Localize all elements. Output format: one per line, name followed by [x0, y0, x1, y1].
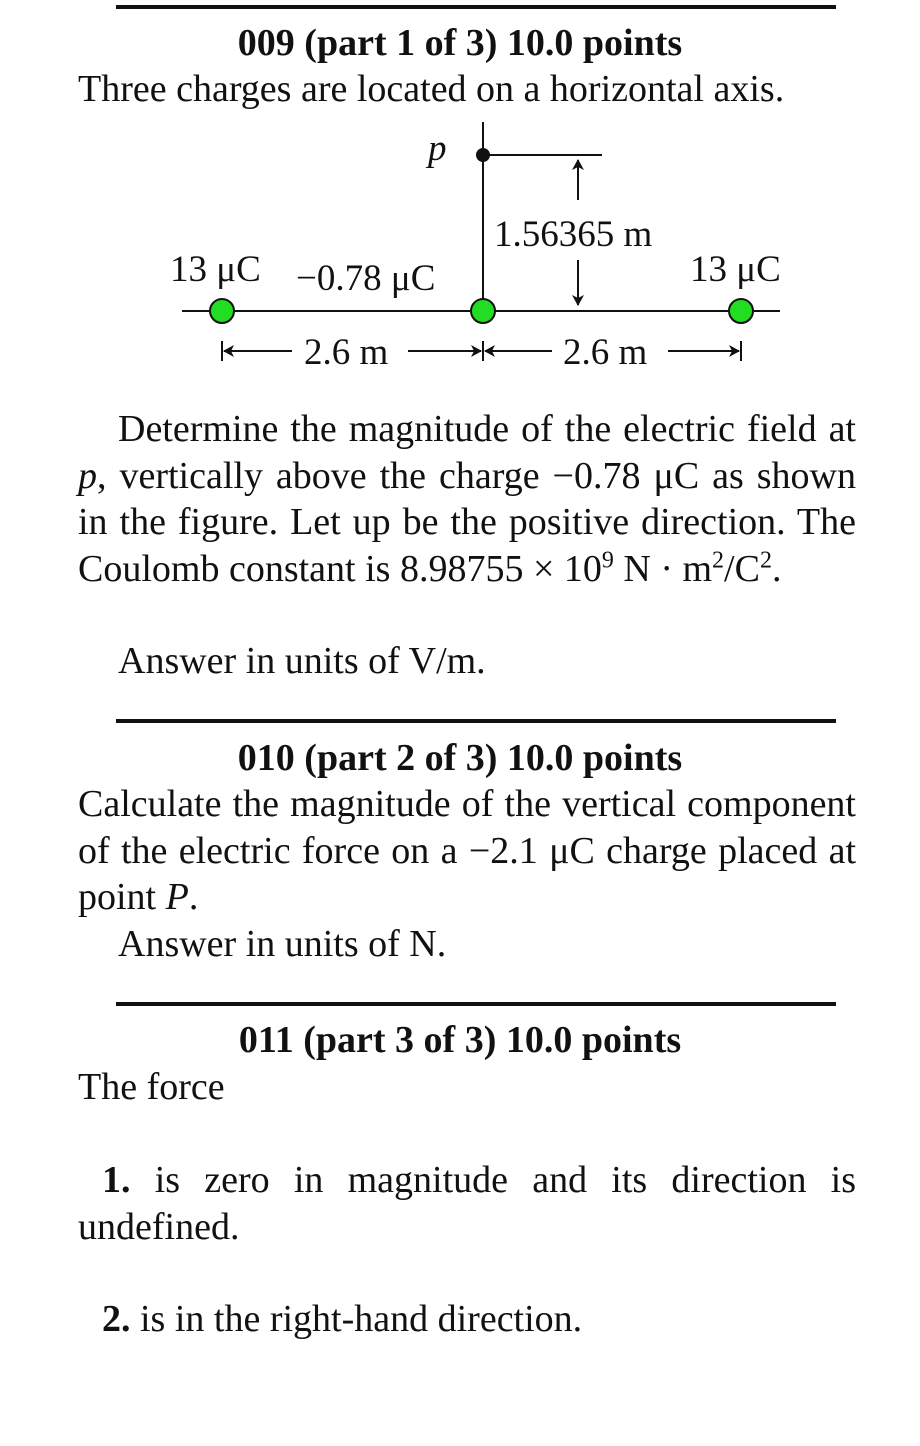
- problem-011-intro: The force: [78, 1066, 225, 1108]
- distance-left-label: 2.6 m: [304, 332, 389, 373]
- distance-right-label: 2.6 m: [563, 332, 648, 373]
- charge-left-label: 13 μC: [170, 249, 261, 290]
- choice-1-text: is zero in magnitude and its direction is undefined.: [78, 1159, 856, 1248]
- height-label: 1.56365 m: [494, 214, 653, 255]
- problem-010-heading: 010 (part 2 of 3) 10.0 points: [237, 737, 683, 779]
- problem-009-answer-units: Answer in units of V/m.: [118, 640, 486, 682]
- top-rule: [116, 5, 836, 9]
- charge-middle-label: −0.78 μC: [296, 258, 436, 299]
- problem-011-heading: 011 (part 3 of 3) 10.0 points: [238, 1019, 682, 1061]
- choice-1[interactable]: [78, 1157, 856, 1250]
- charge-diagram: [0, 110, 920, 380]
- charge-middle: [471, 299, 495, 323]
- problem-009-question: Determine the magnitude of the electric field at p, vertically above the charge −0.78 μC as shown in the figure. Let up be the positive direction. The Coulomb constant is $8.98755 \times 10^9$ $N \cdot m^2/C^2$.: [78, 408, 856, 590]
- choice-1-number: 1.: [102, 1159, 131, 1201]
- problem-009-heading: 009 (part 1 of 3) 10.0 points: [237, 22, 683, 64]
- problem-010-question: Calculate the magnitude of the vertical component of the electric force on a −2.1 μC charge placed at point P.: [78, 783, 856, 918]
- choice-2[interactable]: [78, 1296, 856, 1343]
- charge-right-label: 13 μC: [690, 249, 781, 290]
- divider-rule: [116, 719, 836, 723]
- problem-010-answer-units: Answer in units of N.: [118, 923, 447, 965]
- choice-2-number: 2.: [102, 1298, 131, 1340]
- choice-2-text: is in the right-hand direction.: [130, 1298, 583, 1340]
- charge-left: [210, 299, 234, 323]
- divider-rule: [116, 1002, 836, 1006]
- charge-right: [729, 299, 753, 323]
- problem-009-intro: Three charges are located on a horizontal axis.: [78, 68, 785, 110]
- point-p-label: p: [428, 128, 447, 169]
